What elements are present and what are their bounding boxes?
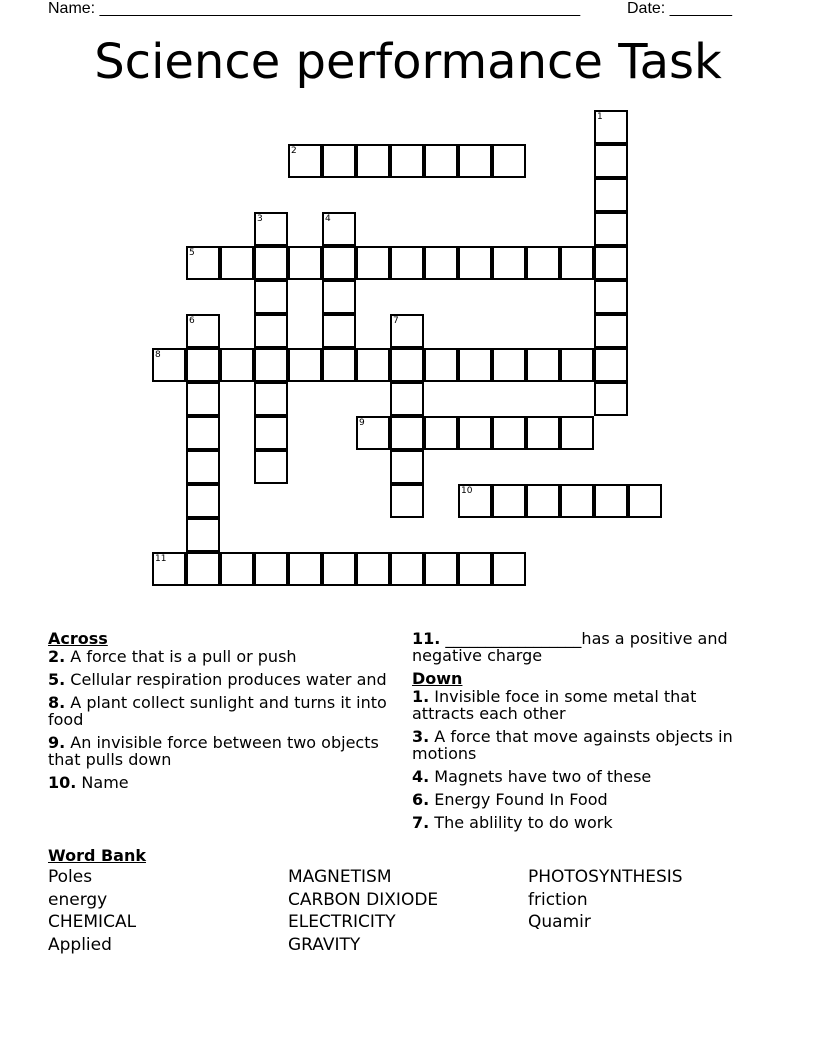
clue-text: A force that move againsts objects in motions [412,727,733,763]
word-bank-word: Quamir [528,912,591,933]
clue-text: Cellular respiration produces water and [65,670,387,689]
grid-cell[interactable] [186,246,220,280]
grid-cell[interactable] [526,246,560,280]
word-bank-word: CARBON DIXIODE [288,889,439,910]
grid-cell[interactable] [186,348,220,382]
grid-cell[interactable] [322,280,356,314]
grid-cell[interactable] [526,348,560,382]
grid-cell[interactable] [152,552,186,586]
grid-cell[interactable] [356,144,390,178]
grid-cell[interactable] [288,144,322,178]
clue-num: 9. [48,733,66,752]
word-bank-column [288,866,438,956]
grid-cell[interactable] [594,280,628,314]
grid-cell[interactable] [186,314,220,348]
clue-number: 5 [189,248,195,258]
grid-cell[interactable] [560,416,594,450]
word-bank-word: CHEMICAL [48,912,137,933]
down-clue [412,688,762,722]
grid-cell[interactable] [322,246,356,280]
grid-cell[interactable] [254,450,288,484]
grid-cell[interactable] [458,552,492,586]
clue-num: 5. [48,670,66,689]
grid-cell[interactable] [254,246,288,280]
grid-cell[interactable] [458,144,492,178]
clue-number: 1 [597,112,603,122]
grid-cell[interactable] [594,144,628,178]
grid-cell[interactable] [220,552,254,586]
clue-text: A plant collect sunlight and turns it into food [48,693,387,729]
clue-text: A force that is a pull or push [65,647,297,666]
across-clue [412,630,762,664]
grid-cell[interactable] [186,450,220,484]
grid-cell[interactable] [594,246,628,280]
word-bank-word: PHOTOSYNTHESIS [528,867,683,887]
word-bank-column [528,866,683,934]
grid-cell[interactable] [526,416,560,450]
grid-cell[interactable] [594,382,628,416]
grid-cell[interactable] [322,314,356,348]
grid-cell[interactable] [220,348,254,382]
grid-cell[interactable] [390,552,424,586]
grid-cell[interactable] [560,484,594,518]
grid-cell[interactable] [322,348,356,382]
grid-cell[interactable] [390,484,424,518]
grid-cell[interactable] [492,348,526,382]
grid-cell[interactable] [628,484,662,518]
clue-text: Invisible foce in some metal that attracts each other [412,687,697,723]
clue-text: Energy Found In Food [429,790,608,809]
grid-cell[interactable] [356,552,390,586]
across-clues [48,630,388,797]
clue-num: 3. [412,727,430,746]
word-bank-heading: Word Bank [48,846,147,865]
word-bank-word: Poles [48,867,93,887]
down-clue [412,768,762,785]
grid-cell[interactable] [424,552,458,586]
grid-cell[interactable] [390,450,424,484]
grid-cell[interactable] [594,348,628,382]
across-clue [48,734,388,768]
down-clue [412,814,762,831]
grid-cell[interactable] [186,416,220,450]
grid-cell[interactable] [322,144,356,178]
grid-cell[interactable] [526,484,560,518]
word-bank-word: ELECTRICITY [288,912,396,933]
grid-cell[interactable] [594,178,628,212]
grid-cell[interactable] [594,110,628,144]
clue-num: 11. [412,629,441,648]
grid-cell[interactable] [560,348,594,382]
word-bank-word: GRAVITY [288,934,361,955]
grid-cell[interactable] [254,212,288,246]
clue-num: 10. [48,773,77,792]
grid-cell[interactable] [254,280,288,314]
grid-cell[interactable] [356,416,390,450]
grid-cell[interactable] [390,416,424,450]
clue-number: 11 [155,554,167,564]
clue-number: 4 [325,214,331,224]
grid-cell[interactable] [458,484,492,518]
clue-number: 10 [461,486,473,496]
clue-number: 2 [291,146,297,156]
across-clue [48,648,388,665]
grid-cell[interactable] [390,144,424,178]
clue-num: 6. [412,790,430,809]
clue-text: An invisible force between two objects that pulls down [48,733,379,769]
down-clue [412,791,762,808]
grid-cell[interactable] [390,246,424,280]
grid-cell[interactable] [356,348,390,382]
grid-cell[interactable] [560,246,594,280]
grid-cell[interactable] [390,314,424,348]
clue-number: 7 [393,316,399,326]
across-clue [48,774,388,791]
grid-cell[interactable] [458,246,492,280]
clue-text: Magnets have two of these [429,767,652,786]
word-bank-word: Applied [48,934,112,955]
down-clues [412,630,762,837]
grid-cell[interactable] [594,314,628,348]
grid-cell[interactable] [356,246,390,280]
word-bank-word: MAGNETISM [288,867,392,887]
grid-cell[interactable] [424,144,458,178]
clue-text: _________________has a positive and negative charge [412,629,728,665]
grid-cell[interactable] [594,484,628,518]
clue-num: 7. [412,813,430,832]
clue-number: 6 [189,316,195,326]
grid-cell[interactable] [492,246,526,280]
down-clue [412,728,762,762]
grid-cell[interactable] [288,246,322,280]
clue-number: 8 [155,350,161,360]
clue-num: 8. [48,693,66,712]
across-clue [48,671,388,688]
grid-cell[interactable] [458,348,492,382]
grid-cell[interactable] [322,212,356,246]
word-bank-heading-wrap [48,847,146,865]
page-title: Science performance Task [94,34,722,90]
clue-text: Name [76,773,129,792]
name-field-label: Name: ______________________________________________________ [48,0,581,17]
grid-cell[interactable] [186,484,220,518]
clue-num: 2. [48,647,66,666]
grid-cell[interactable] [186,552,220,586]
across-clue [48,694,388,728]
word-bank-column [48,866,136,956]
date-field-label: Date: _______ [627,0,732,17]
clue-number: 3 [257,214,263,224]
grid-cell[interactable] [492,552,526,586]
clue-num: 4. [412,767,430,786]
grid-cell[interactable] [254,382,288,416]
grid-cell[interactable] [288,348,322,382]
grid-cell[interactable] [220,246,254,280]
grid-cell[interactable] [390,382,424,416]
across-heading: Across [48,629,108,648]
grid-cell[interactable] [152,348,186,382]
grid-cell[interactable] [254,348,288,382]
grid-cell[interactable] [424,348,458,382]
grid-cell[interactable] [254,314,288,348]
grid-cell[interactable] [424,416,458,450]
grid-cell[interactable] [594,212,628,246]
word-bank-word: energy [48,889,108,910]
grid-cell[interactable] [492,144,526,178]
down-heading: Down [412,669,463,688]
grid-cell[interactable] [390,348,424,382]
grid-cell[interactable] [288,552,322,586]
grid-cell[interactable] [254,416,288,450]
grid-cell[interactable] [458,416,492,450]
grid-cell[interactable] [322,552,356,586]
clue-text: The ablility to do work [429,813,613,832]
grid-cell[interactable] [424,246,458,280]
grid-cell[interactable] [254,552,288,586]
grid-cell[interactable] [492,416,526,450]
grid-cell[interactable] [186,382,220,416]
grid-cell[interactable] [186,518,220,552]
clue-number: 9 [359,418,365,428]
word-bank-word: friction [528,889,588,910]
clue-num: 1. [412,687,430,706]
grid-cell[interactable] [492,484,526,518]
